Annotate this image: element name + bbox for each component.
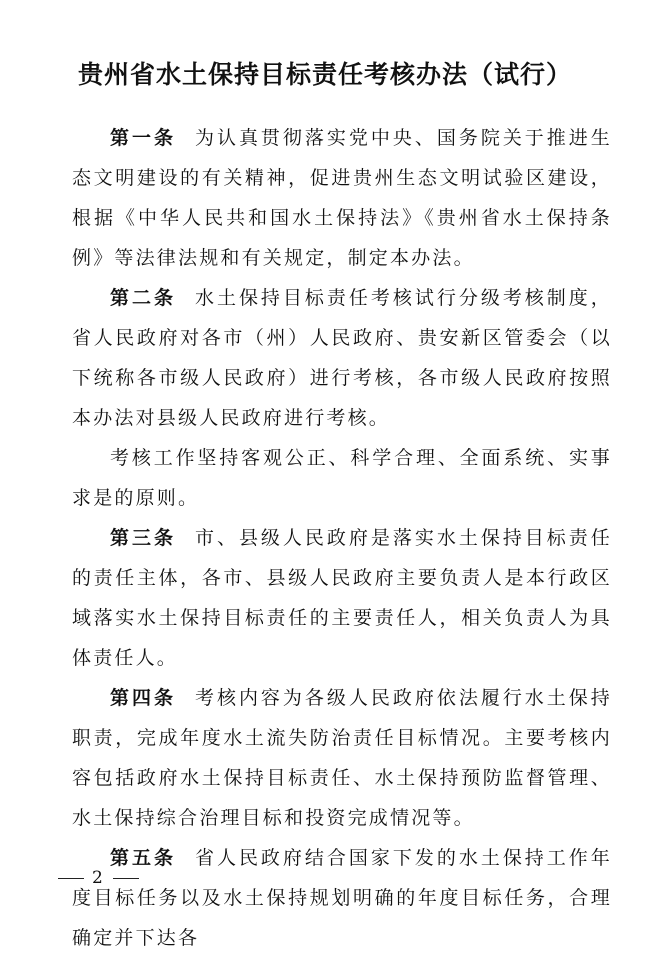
article-text: 水土保持目标责任考核试行分级考核制度，省人民政府对各市（州）人民政府、贵安新区管委会（以下统称各市级人民政府）进行考核，各市级人民政府按照本办法对县级人民政府进行考核。: [72, 287, 612, 429]
article-5: [72, 838, 612, 958]
article-3: [72, 518, 612, 678]
article-heading: 第二条: [110, 287, 176, 309]
document-body: [72, 118, 612, 958]
article-text: 省人民政府结合国家下发的水土保持工作年度目标任务以及水土保持规划明确的年度目标任务，合理确定并下达各: [72, 847, 612, 949]
dash-left: [58, 878, 84, 879]
article-heading: 第三条: [110, 527, 176, 549]
article-2-continuation: [72, 438, 612, 518]
article-text: 考核内容为各级人民政府依法履行水土保持职责，完成年度水土流失防治责任目标情况。主要考核内容包括政府水土保持目标责任、水土保持预防监督管理、水土保持综合治理目标和投资完成情况等。: [72, 687, 612, 829]
article-text: 市、县级人民政府是落实水土保持目标责任的责任主体，各市、县级人民政府主要负责人是本行政区域落实水土保持目标责任的主要责任人，相关负责人为具体责任人。: [72, 527, 612, 669]
article-text: 为认真贯彻落实党中央、国务院关于推进生态文明建设的有关精神，促进贵州生态文明试验区建设，根据《中华人民共和国水土保持法》《贵州省水土保持条例》等法律法规和有关规定，制定本办法。: [72, 127, 612, 269]
page-number-footer: [58, 868, 139, 888]
article-heading: 第五条: [110, 847, 176, 869]
article-2: [72, 278, 612, 438]
article-1: [72, 118, 612, 278]
article-heading: 第四条: [110, 687, 176, 709]
article-4: [72, 678, 612, 838]
page-number: 2: [92, 868, 105, 888]
article-heading: 第一条: [110, 127, 176, 149]
article-text: 考核工作坚持客观公正、科学合理、全面系统、实事求是的原则。: [72, 447, 612, 509]
document-title: 贵州省水土保持目标责任考核办法（试行）: [77, 60, 572, 89]
dash-right: [113, 878, 139, 879]
